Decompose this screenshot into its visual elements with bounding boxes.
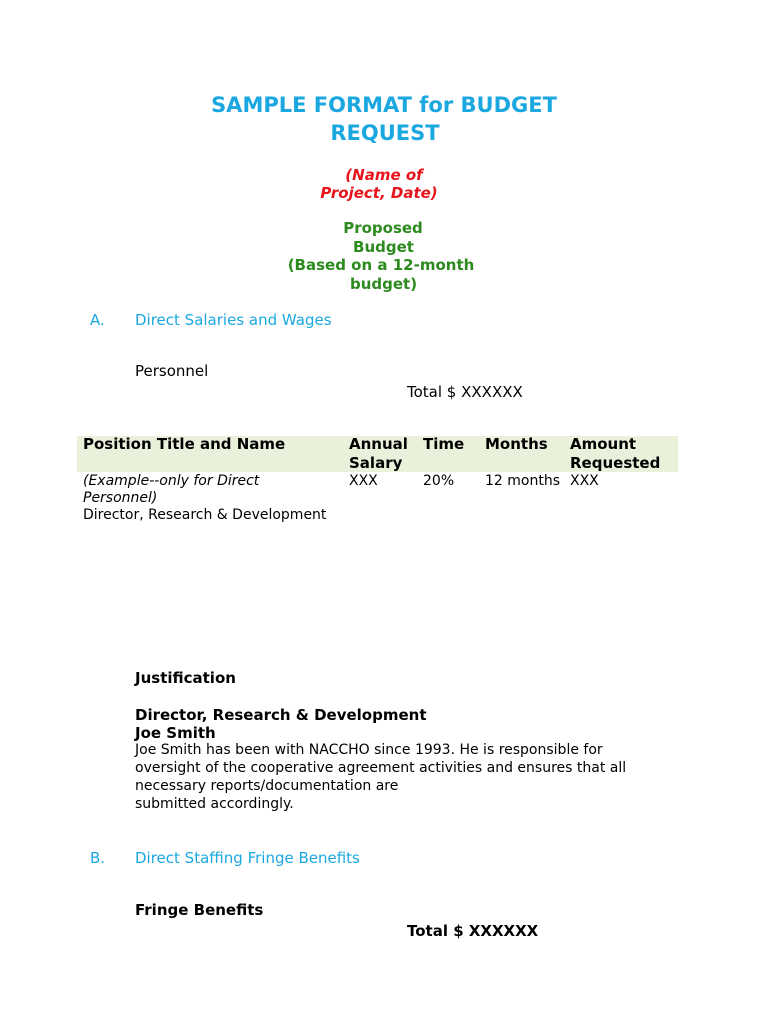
column-header-time: Time	[423, 435, 465, 453]
example-note-line-1: (Example--only for Direct	[83, 473, 260, 489]
annual-header-line-1: Annual	[349, 435, 408, 453]
table-cell-example-note	[83, 473, 259, 507]
proposed-line-3: (Based on a 12-month	[287, 256, 475, 274]
justification-name: Joe Smith	[135, 724, 216, 742]
column-header-annual-salary	[349, 435, 408, 472]
table-cell-position: Director, Research & Development	[83, 507, 327, 523]
column-header-amount-requested	[570, 435, 660, 472]
justification-line-2: oversight of the cooperative agreement activities and ensures that all	[135, 760, 627, 776]
section-a-letter: A.	[90, 311, 105, 329]
justification-line-1: Joe Smith has been with NACCHO since 1993. He is responsible for	[135, 742, 603, 758]
table-cell-time: 20%	[423, 473, 455, 489]
document-title	[0, 91, 768, 147]
project-name-date	[0, 166, 768, 202]
proposed-line-2: Budget	[353, 237, 414, 256]
amount-header-line-2: Requested	[570, 453, 661, 472]
table-cell-amount: XXX	[570, 473, 599, 489]
justification-line-3: necessary reports/documentation are	[135, 778, 399, 794]
justification-line-4: submitted accordingly.	[135, 796, 294, 812]
justification-label: Justification	[135, 669, 236, 687]
justification-paragraph	[135, 741, 695, 813]
table-cell-months: 12 months	[485, 473, 560, 489]
fringe-benefits-total: Total $ XXXXXX	[407, 922, 539, 940]
section-b-title: Direct Staffing Fringe Benefits	[135, 849, 360, 867]
column-header-months: Months	[485, 435, 548, 453]
section-b-letter: B.	[90, 849, 106, 867]
title-line-2: REQUEST	[330, 121, 440, 145]
example-note-line-2: Personnel)	[83, 490, 158, 506]
column-header-position: Position Title and Name	[83, 435, 286, 453]
subtitle-line-2: Project, Date)	[320, 184, 438, 202]
proposed-line-1: Proposed	[343, 219, 423, 237]
table-cell-annual-salary: XXX	[349, 473, 378, 489]
justification-role: Director, Research & Development	[135, 706, 427, 724]
fringe-benefits-label: Fringe Benefits	[135, 901, 264, 919]
title-line-1: SAMPLE FORMAT for BUDGET	[211, 93, 557, 117]
section-a-title: Direct Salaries and Wages	[135, 311, 332, 329]
personnel-total: Total $ XXXXXX	[407, 383, 523, 401]
amount-header-line-1: Amount	[570, 435, 637, 453]
subtitle-line-1: (Name of	[345, 166, 423, 184]
proposed-budget-heading	[0, 219, 768, 293]
annual-header-line-2: Salary	[349, 453, 403, 472]
proposed-line-4: budget)	[349, 274, 418, 293]
personnel-label: Personnel	[135, 362, 209, 380]
